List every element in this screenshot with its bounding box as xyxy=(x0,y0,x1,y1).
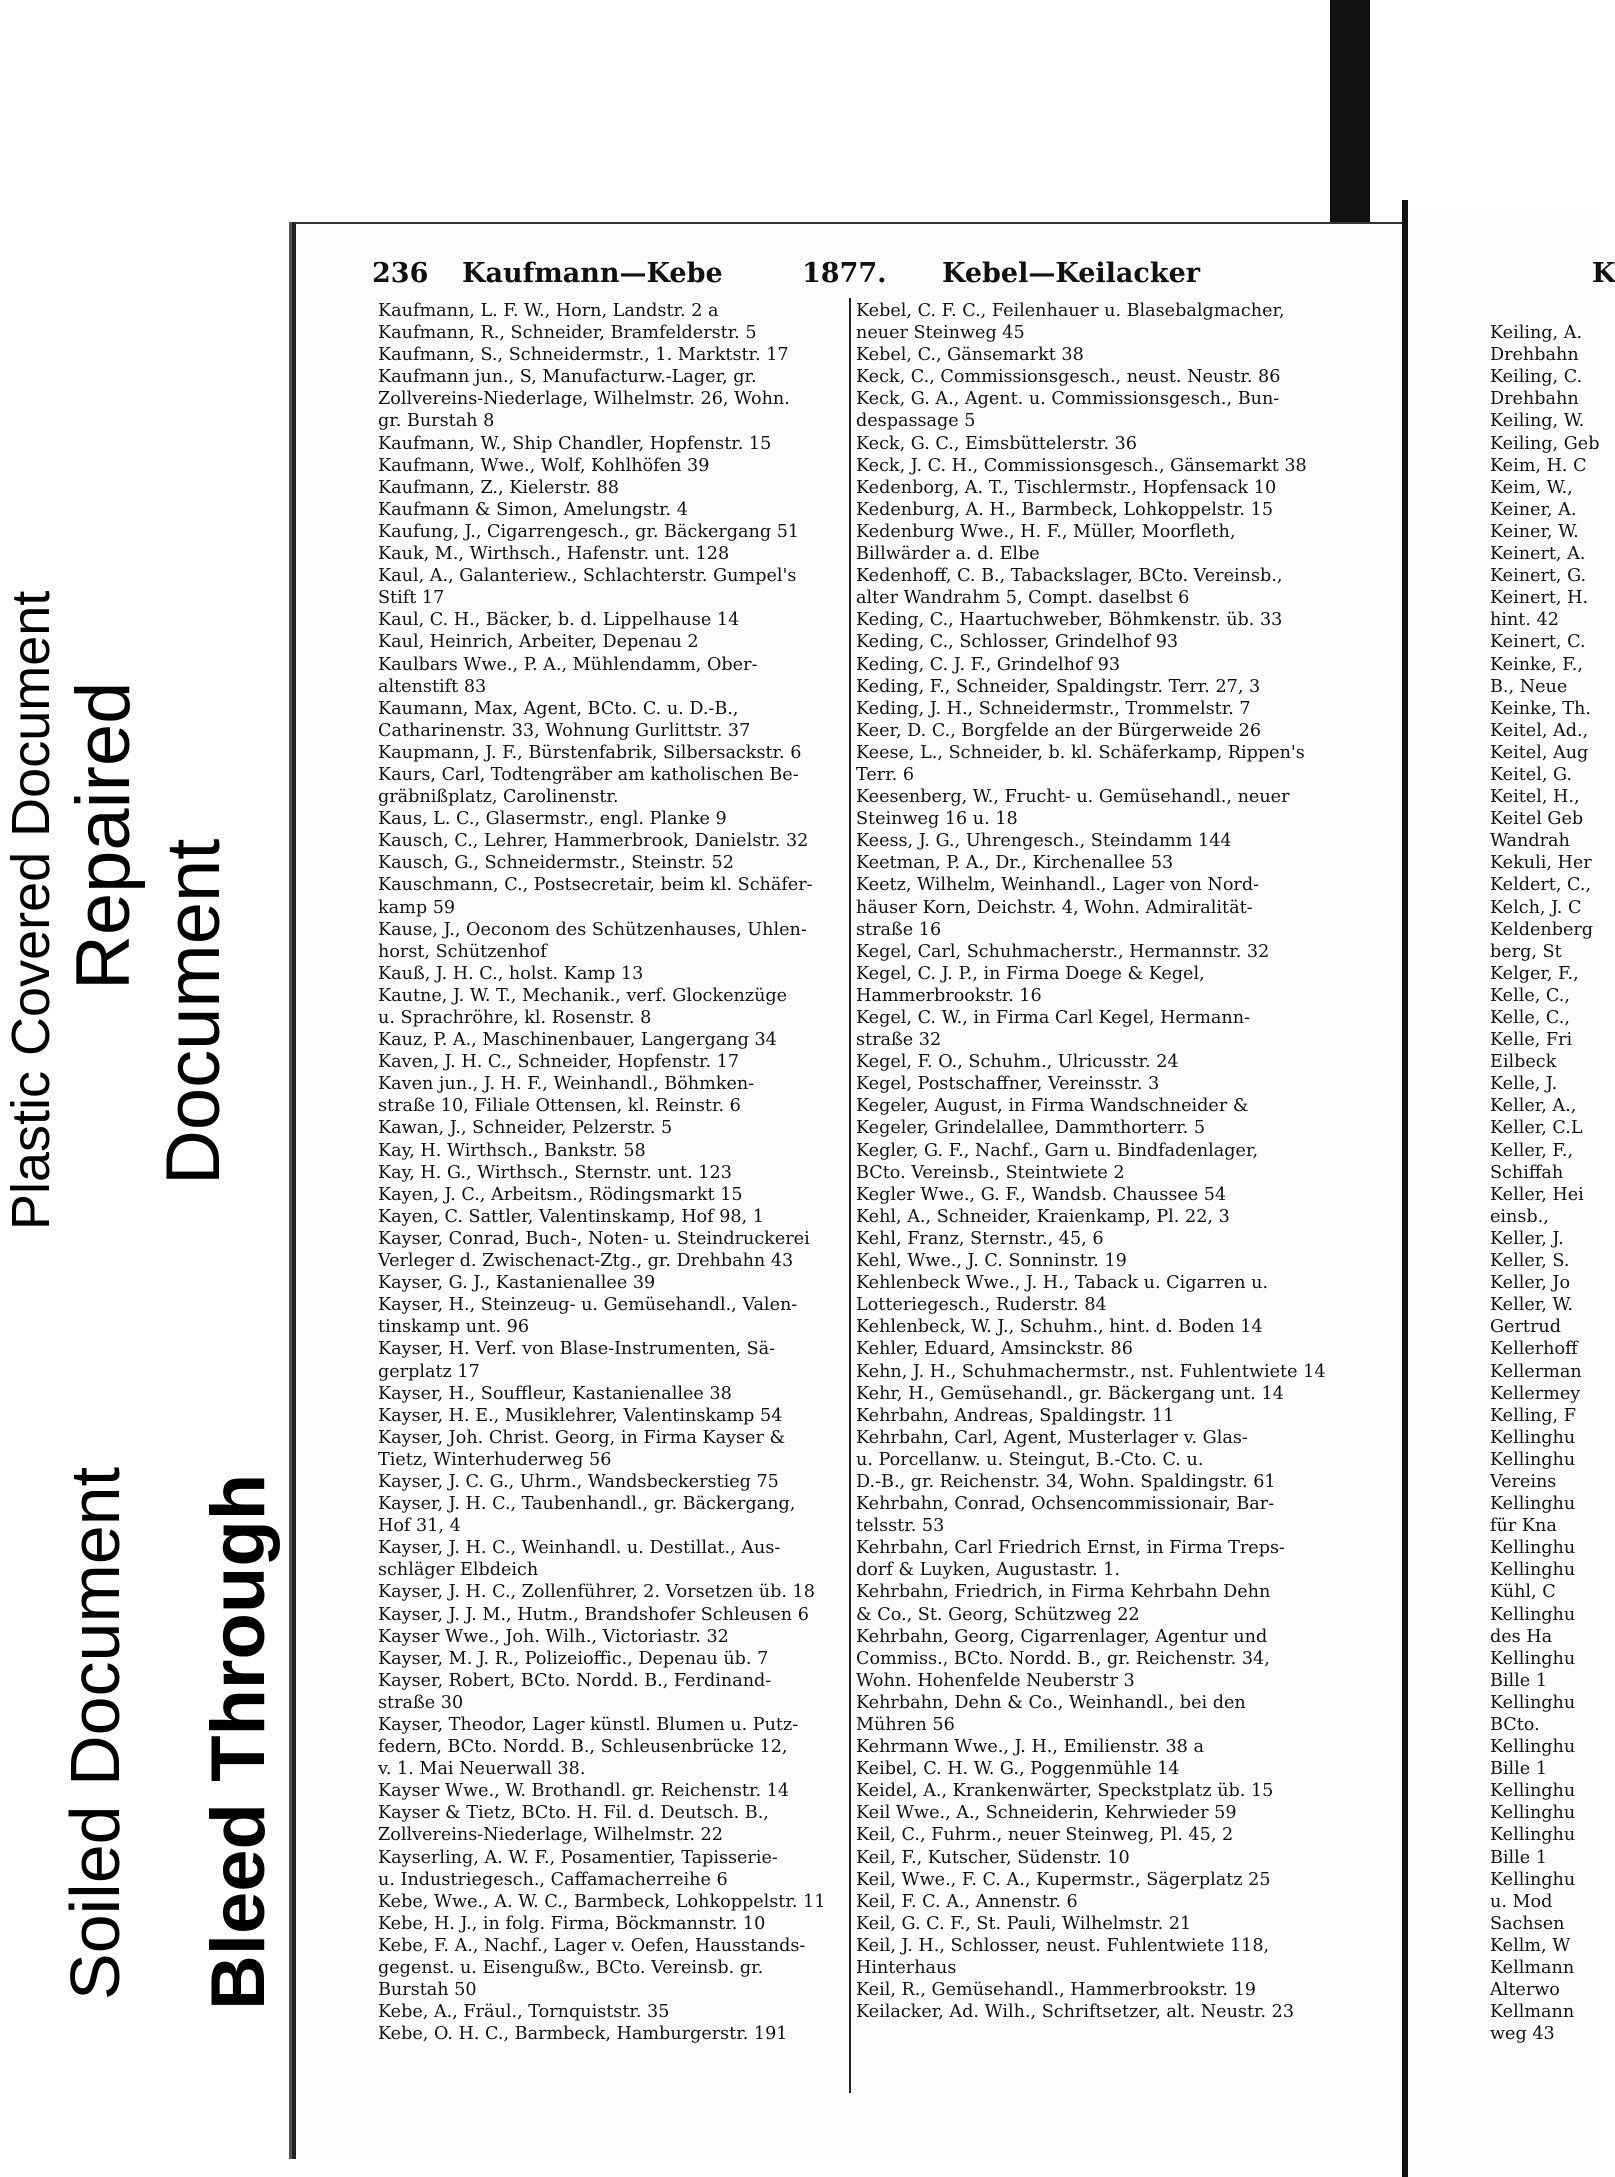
next-page-column xyxy=(1490,300,1600,2045)
directory-entry-line: Kayser, J. C. G., Uhrm., Wandsbeckerstieg 75 xyxy=(378,1471,779,1492)
next-page-entry-line: Kellinghu xyxy=(1490,1449,1576,1470)
next-page-entry-line: Kellerhoff xyxy=(1490,1339,1578,1360)
directory-entry-line: horst, Schützenhof xyxy=(378,941,547,962)
next-page-entry-line: hint. 42 xyxy=(1490,610,1559,631)
directory-entry-line: Keidel, A., Krankenwärter, Speckstplatz üb. 15 xyxy=(856,1781,1274,1802)
directory-entry-line: Wohn. Hohenfelde Neuberstr 3 xyxy=(856,1670,1135,1691)
next-page-entry-line: Kelle, Fri xyxy=(1490,1030,1573,1051)
directory-entry-line: Kaufmann jun., S, Manufacturw.-Lager, gr. xyxy=(378,367,757,388)
directory-entry-line: Kay, H. Wirthsch., Bankstr. 58 xyxy=(378,1140,646,1161)
directory-entry-line: Commiss., BCto. Nordd. B., gr. Reichenstr. 34, xyxy=(856,1648,1270,1669)
directory-entry-line: Keck, G. A., Agent. u. Commissionsgesch., Bun- xyxy=(856,389,1280,410)
next-page-entry-line: B., Neue xyxy=(1490,676,1568,697)
label-bleed-through: Bleed Through xyxy=(196,1473,281,2010)
directory-entry-line: straße 10, Filiale Ottensen, kl. Reinstr. 6 xyxy=(378,1096,741,1117)
next-page-entry-line: Kellm, W xyxy=(1490,1935,1571,1956)
directory-entry-line: Kegel, Postschaffner, Vereinsstr. 3 xyxy=(856,1074,1160,1095)
directory-entry-line: Kegeler, August, in Firma Wandschneider & xyxy=(856,1096,1249,1117)
directory-entry-line: Kehrbahn, Georg, Cigarrenlager, Agentur und xyxy=(856,1626,1268,1647)
directory-entry-line: Burstah 50 xyxy=(378,1980,477,2001)
directory-entry-line: Keil Wwe., A., Schneiderin, Kehrwieder 59 xyxy=(856,1803,1237,1824)
directory-entry-line: Keding, C., Schlosser, Grindelhof 93 xyxy=(856,632,1179,653)
next-page-entry-line: Keinert, C. xyxy=(1490,632,1586,653)
directory-entry-line: Kaulbars Wwe., P. A., Mühlendamm, Ober- xyxy=(378,654,758,675)
directory-entry-line: dorf & Luyken, Augustastr. 1. xyxy=(856,1560,1120,1581)
next-page-entry-line: Keitel, H., xyxy=(1490,787,1580,808)
next-page-entry-line: Keller, W. xyxy=(1490,1295,1574,1316)
directory-entry-line: Keding, C. J. F., Grindelhof 93 xyxy=(856,654,1121,675)
directory-entry-line: u. Industriegesch., Caffamacherreihe 6 xyxy=(378,1869,728,1890)
directory-entry-line: Kebe, H. J., in folg. Firma, Böckmannstr. 10 xyxy=(378,1913,766,1934)
directory-entry-line: Kaufmann, Z., Kielerstr. 88 xyxy=(378,477,619,498)
next-page-entry-line: Wandrah xyxy=(1490,831,1570,852)
directory-entry-line: kamp 59 xyxy=(378,897,456,918)
directory-entry-line: Kegel, F. O., Schuhm., Ulricusstr. 24 xyxy=(856,1052,1179,1073)
directory-entry-line: Kebel, C. F. C., Feilenhauer u. Blasebalgmacher, xyxy=(856,301,1285,321)
directory-entry-line: Kayser Wwe., Joh. Wilh., Victoriastr. 32 xyxy=(378,1626,729,1647)
directory-entry-line: D.-B., gr. Reichenstr. 34, Wohn. Spaldingstr. 61 xyxy=(856,1471,1276,1492)
next-page-entry-line: Keim, H. C xyxy=(1490,455,1587,476)
next-page-entry-line: Keller, A., xyxy=(1490,1096,1577,1117)
next-page-entry-line: Kühl, C xyxy=(1490,1582,1556,1603)
next-page-entry-line: BCto. xyxy=(1490,1715,1540,1735)
directory-entry-line: Kehn, J. H., Schuhmachermstr., nst. Fuhlentwiete 14 xyxy=(856,1361,1326,1382)
directory-entry-line: Keess, J. G., Uhrengesch., Steindamm 144 xyxy=(856,831,1232,852)
directory-entry-line: Kaul, Heinrich, Arbeiter, Depenau 2 xyxy=(378,632,699,653)
directory-entry-line: Kayserling, A. W. F., Posamentier, Tapisserie- xyxy=(378,1847,778,1868)
directory-entry-line: Kehrbahn, Conrad, Ochsencommissionair, Bar- xyxy=(856,1494,1275,1515)
directory-entry-line: gerplatz 17 xyxy=(378,1361,480,1382)
directory-entry-line: Kaul, C. H., Bäcker, b. d. Lippelhause 14 xyxy=(378,610,740,631)
directory-entry-line: Kegler, G. F., Nachf., Garn u. Bindfadenlager, xyxy=(856,1140,1259,1161)
header-right-range: Kebel—Keilacker xyxy=(942,258,1200,289)
directory-entry-line: Kayser, H. Verf. von Blase-Instrumenten, Sä- xyxy=(378,1339,776,1360)
next-page-entry-line: Kellmann xyxy=(1490,2002,1575,2023)
directory-entry-line: Steinweg 16 u. 18 xyxy=(856,809,1018,830)
directory-entry-line: straße 32 xyxy=(856,1030,942,1051)
page-number: 236 xyxy=(372,258,429,289)
next-page-entry-line: Kelle, C., xyxy=(1490,985,1570,1006)
directory-entry-line: Keding, F., Schneider, Spaldingstr. Terr. 27, 3 xyxy=(856,676,1261,697)
next-page-entry-line: Keinke, Th. xyxy=(1490,698,1591,719)
next-page-entry-line: Kellinghu xyxy=(1490,1692,1576,1713)
next-page-entry-line: Keinert, A. xyxy=(1490,544,1586,565)
next-page-entry-line: Kellmann xyxy=(1490,1958,1575,1979)
directory-entry-line: Kegel, Carl, Schuhmacherstr., Hermannstr. 32 xyxy=(856,941,1270,962)
directory-entry-line: Kebel, C., Gänsemarkt 38 xyxy=(856,345,1084,366)
top-binding-stripe xyxy=(1330,0,1370,222)
directory-entry-line: Kehler, Eduard, Amsinckstr. 86 xyxy=(856,1339,1133,1360)
directory-entry-line: Kayser Wwe., W. Brothandl. gr. Reichenstr. 14 xyxy=(378,1781,790,1802)
directory-entry-line: Kehl, Franz, Sternstr., 45, 6 xyxy=(856,1228,1104,1249)
next-page-entry-line: Kellermey xyxy=(1490,1383,1581,1404)
directory-entry-line: Kaus, L. C., Glasermstr., engl. Planke 9 xyxy=(378,809,727,830)
directory-entry-line: häuser Korn, Deichstr. 4, Wohn. Admiralität- xyxy=(856,897,1253,918)
directory-entry-line: Kaul, A., Galanteriew., Schlachterstr. Gumpel's xyxy=(378,566,797,587)
next-page-entry-line: Kellinghu xyxy=(1490,1604,1576,1625)
directory-entry-line: Keibel, C. H. W. G., Poggenmühle 14 xyxy=(856,1759,1180,1780)
directory-entry-line: Kawan, J., Schneider, Pelzerstr. 5 xyxy=(378,1118,673,1139)
next-page-entry-line: u. Mod xyxy=(1490,1891,1553,1912)
directory-entry-line: Kehrbahn, Carl, Agent, Musterlager v. Glas- xyxy=(856,1427,1248,1448)
directory-entry-line: Kauz, P. A., Maschinenbauer, Langergang 34 xyxy=(378,1030,777,1051)
directory-entry-line: Kaufmann & Simon, Amelungstr. 4 xyxy=(378,499,688,520)
directory-entry-line: Hof 31, 4 xyxy=(378,1516,461,1537)
directory-entry-line: Kayser, H., Souffleur, Kastanienallee 38 xyxy=(378,1383,732,1404)
directory-entry-line: Kausch, G., Schneidermstr., Steinstr. 52 xyxy=(378,853,734,874)
next-page-entry-line: Keller, S. xyxy=(1490,1251,1570,1272)
directory-entry-line: Kausch, C., Lehrer, Hammerbrook, Danielstr. 32 xyxy=(378,831,809,852)
next-page-entry-line: Kelle, C., xyxy=(1490,1008,1570,1028)
next-page-entry-line: Keiling, A. xyxy=(1490,323,1583,344)
next-page-entry-line: Keinke, F., xyxy=(1490,654,1583,675)
label-plastic-covered: Plastic Covered Document xyxy=(1,590,61,1230)
directory-entry-line: Kehl, Wwe., J. C. Sonninstr. 19 xyxy=(856,1251,1127,1272)
directory-entry-line: Kayser, Joh. Christ. Georg, in Firma Kayser & xyxy=(378,1427,786,1448)
directory-entry-line: Kebe, Wwe., A. W. C., Barmbeck, Lohkoppelstr. 11 xyxy=(378,1891,826,1912)
next-page-entry-line: weg 43 xyxy=(1490,2024,1555,2045)
directory-entry-line: Kegeler, Grindelallee, Dammthorterr. 5 xyxy=(856,1118,1206,1139)
directory-entry-line: Keding, J. H., Schneidermstr., Trommelstr. 7 xyxy=(856,698,1251,719)
directory-entry-line: & Co., St. Georg, Schützweg 22 xyxy=(856,1604,1140,1625)
directory-entry-line: Kaufmann, L. F. W., Horn, Landstr. 2 a xyxy=(378,301,719,321)
next-page-entry-line: Kellinghu xyxy=(1490,1869,1576,1890)
next-page-entry-line: Kellinghu xyxy=(1490,1427,1576,1448)
directory-entry-line: Keck, C., Commissionsgesch., neust. Neustr. 86 xyxy=(856,367,1281,388)
directory-entry-line: v. 1. Mai Neuerwall 38. xyxy=(378,1759,586,1780)
next-page-entry-line: Keller, F., xyxy=(1490,1140,1574,1161)
next-page-entry-line: Kellinghu xyxy=(1490,1648,1576,1669)
directory-entry-line: Verleger d. Zwischenact-Ztg., gr. Drehbahn 43 xyxy=(378,1251,794,1272)
next-page-entry-line: Bille 1 xyxy=(1490,1759,1548,1780)
directory-entry-line: Terr. 6 xyxy=(856,764,915,785)
directory-entry-line: Kauschmann, C., Postsecretair, beim kl. Schäfer- xyxy=(378,875,813,896)
directory-entry-line: gegenst. u. Eisengußw., BCto. Vereinsb. gr. xyxy=(378,1958,764,1979)
directory-entry-line: Kehr, H., Gemüsehandl., gr. Bäckergang unt. 14 xyxy=(856,1383,1284,1404)
directory-entry-line: straße 16 xyxy=(856,919,942,940)
directory-entry-line: Kegler Wwe., G. F., Wandsb. Chaussee 54 xyxy=(856,1184,1227,1205)
next-page-entry-line: Kellinghu xyxy=(1490,1538,1576,1559)
next-page-entry-line: Kellerman xyxy=(1490,1361,1582,1382)
directory-entry-line: Keilacker, Ad. Wilh., Schriftsetzer, alt. Neustr. 23 xyxy=(856,2002,1295,2023)
directory-entry-line: Kehrbahn, Friedrich, in Firma Kehrbahn Dehn xyxy=(856,1582,1271,1603)
next-page-entry-line: einsb., xyxy=(1490,1206,1549,1227)
next-page-entry-line: Kelch, J. C xyxy=(1490,897,1582,918)
directory-entry-line: Kaven jun., J. H. F., Weinhandl., Böhmken- xyxy=(378,1074,755,1095)
directory-entry-line: gräbnißplatz, Carolinenstr. xyxy=(378,787,619,808)
directory-entry-line: Kehrmann Wwe., J. H., Emilienstr. 38 a xyxy=(856,1737,1204,1758)
directory-entry-line: federn, BCto. Nordd. B., Schleusenbrücke 12, xyxy=(378,1737,788,1758)
next-page-entry-line: Keitel Geb xyxy=(1490,809,1584,830)
right-column xyxy=(856,300,1404,2023)
directory-entry-line: u. Porcellanw. u. Steingut, B.-Cto. C. u. xyxy=(856,1449,1204,1470)
directory-entry-line: Keil, G. C. F., St. Pauli, Wilhelmstr. 21 xyxy=(856,1913,1192,1934)
next-page-entry-line: Keldenberg xyxy=(1490,919,1594,940)
directory-entry-line: Kayser, Theodor, Lager künstl. Blumen u. Putz- xyxy=(378,1715,799,1735)
directory-entry-line: Mühren 56 xyxy=(856,1715,955,1735)
next-page-entry-line: Kelle, J. xyxy=(1490,1074,1558,1095)
directory-entry-line: Kayser, J. H. C., Taubenhandl., gr. Bäckergang, xyxy=(378,1494,796,1515)
directory-entry-line: Kedenburg Wwe., H. F., Müller, Moorfleth, xyxy=(856,521,1236,542)
directory-entry-line: Lotteriegesch., Ruderstr. 84 xyxy=(856,1295,1107,1316)
directory-entry-line: Kehlenbeck Wwe., J. H., Taback u. Cigarren u. xyxy=(856,1273,1269,1294)
directory-entry-line: Kaufmann, S., Schneidermstr., 1. Marktstr. 17 xyxy=(378,345,789,366)
directory-entry-line: Keil, F. C. A., Annenstr. 6 xyxy=(856,1891,1078,1912)
directory-entry-line: Kedenburg, A. H., Barmbeck, Lohkoppelstr. 15 xyxy=(856,499,1274,520)
directory-entry-line: Keding, C., Haartuchweber, Böhmkenstr. üb. 33 xyxy=(856,610,1283,631)
next-page-entry-line: Bille 1 xyxy=(1490,1670,1548,1691)
directory-entry-line: straße 30 xyxy=(378,1692,464,1713)
directory-entry-line: despassage 5 xyxy=(856,411,976,432)
next-page-entry-line: Keldert, C., xyxy=(1490,875,1592,896)
header-year: 1877. xyxy=(802,258,887,289)
next-page-entry-line: Gertrud xyxy=(1490,1317,1561,1338)
next-page-entry-line: Drehbahn xyxy=(1490,389,1579,410)
directory-entry-line: Catharinenstr. 33, Wohnung Gurlittstr. 37 xyxy=(378,720,751,741)
directory-entry-line: Kaurs, Carl, Todtengräber am katholischen Be- xyxy=(378,764,799,785)
next-page-entry-line: Kellinghu xyxy=(1490,1803,1576,1824)
directory-entry-line: Kayser, J. H. C., Weinhandl. u. Destillat., Aus- xyxy=(378,1538,781,1559)
directory-entry-line: Kayser & Tietz, BCto. H. Fil. d. Deutsch. B., xyxy=(378,1803,769,1824)
page-header xyxy=(372,258,1402,298)
directory-entry-line: u. Sprachröhre, kl. Rosenstr. 8 xyxy=(378,1008,652,1028)
directory-entry-line: Kayser, M. J. R., Polizeioffic., Depenau üb. 7 xyxy=(378,1648,769,1669)
directory-entry-line: Keil, R., Gemüsehandl., Hammerbrookstr. 19 xyxy=(856,1980,1256,2001)
label-repaired: Repaired xyxy=(61,681,146,990)
directory-entry-line: Kedenhoff, C. B., Tabackslager, BCto. Vereinsb., xyxy=(856,566,1283,587)
directory-entry-line: Zollvereins-Niederlage, Wilhelmstr. 26, Wohn. xyxy=(378,389,790,410)
next-page-entry-line: Kelling, F xyxy=(1490,1405,1576,1426)
next-page-entry-line: Keitel, Aug xyxy=(1490,742,1589,763)
next-page-entry-line: Keiling, C. xyxy=(1490,367,1583,388)
next-page-entry-line: berg, St xyxy=(1490,941,1562,962)
directory-entry-line: Kebe, A., Fräul., Tornquiststr. 35 xyxy=(378,2002,670,2023)
left-column xyxy=(378,300,846,2045)
next-page-entry-line: Schiffah xyxy=(1490,1162,1564,1183)
directory-entry-line: Kaven, J. H. C., Schneider, Hopfenstr. 17 xyxy=(378,1052,740,1073)
next-page-entry-line: Keiner, A. xyxy=(1490,499,1577,520)
next-page-entry-line: Keller, C.L xyxy=(1490,1118,1583,1139)
directory-entry-line: Kayser, J. H. C., Zollenführer, 2. Vorsetzen üb. 18 xyxy=(378,1582,815,1603)
directory-entry-line: BCto. Vereinsb., Steintwiete 2 xyxy=(856,1162,1125,1183)
next-page-entry-line: Keiling, Geb xyxy=(1490,433,1600,454)
next-page-entry-line: Eilbeck xyxy=(1490,1052,1557,1073)
label-soiled-document: Soiled Document xyxy=(56,1466,134,2000)
directory-entry-line: Kaufmann, R., Schneider, Bramfelderstr. 5 xyxy=(378,323,757,344)
next-page-header: K xyxy=(1592,258,1615,289)
directory-entry-line: Zollvereins-Niederlage, Wilhelmstr. 22 xyxy=(378,1825,723,1846)
directory-entry-line: Keer, D. C., Borgfelde an der Bürgerweide 26 xyxy=(856,720,1262,741)
directory-entry-line: Kayser, J. J. M., Hutm., Brandshofer Schleusen 6 xyxy=(378,1604,809,1625)
next-page-entry-line: Keiling, W. xyxy=(1490,411,1585,432)
directory-entry-line: Kayser, G. J., Kastanienallee 39 xyxy=(378,1273,656,1294)
directory-entry-line: tinskamp unt. 96 xyxy=(378,1317,530,1338)
directory-entry-line: schläger Elbdeich xyxy=(378,1560,539,1581)
directory-entry-line: Kauk, M., Wirthsch., Hafenstr. unt. 128 xyxy=(378,544,730,565)
directory-entry-line: Keese, L., Schneider, b. kl. Schäferkamp, Rippen's xyxy=(856,742,1305,763)
directory-entry-line: Kayen, J. C., Arbeitsm., Rödingsmarkt 15 xyxy=(378,1184,743,1205)
directory-entry-line: Keck, G. C., Eimsbüttelerstr. 36 xyxy=(856,433,1137,454)
next-page-entry-line xyxy=(1490,300,1600,322)
directory-entry-line: Keil, C., Fuhrm., neuer Steinweg, Pl. 45, 2 xyxy=(856,1825,1234,1846)
directory-entry-line: Billwärder a. d. Elbe xyxy=(856,544,1040,565)
directory-entry-line: Hammerbrookstr. 16 xyxy=(856,985,1042,1006)
next-page-entry-line: Kekuli, Her xyxy=(1490,853,1592,874)
directory-entry-line: Kebe, O. H. C., Barmbeck, Hamburgerstr. 191 xyxy=(378,2024,788,2045)
directory-entry-line: Keil, J. H., Schlosser, neust. Fuhlentwiete 118, xyxy=(856,1935,1270,1956)
next-page-entry-line: Kellinghu xyxy=(1490,1560,1576,1581)
directory-entry-line: Kegel, C. J. P., in Firma Doege & Kegel, xyxy=(856,963,1205,984)
directory-entry-line: Kay, H. G., Wirthsch., Sternstr. unt. 123 xyxy=(378,1162,732,1183)
directory-entry-line: Keck, J. C. H., Commissionsgesch., Gänsemarkt 38 xyxy=(856,455,1307,476)
next-page-entry-line: Keller, Jo xyxy=(1490,1273,1571,1294)
directory-entry-line: neuer Steinweg 45 xyxy=(856,323,1025,344)
next-page-entry-line: Drehbahn xyxy=(1490,345,1579,366)
directory-entry-line: Kedenborg, A. T., Tischlermstr., Hopfensack 10 xyxy=(856,477,1277,498)
directory-entry-line: Kaupmann, J. F., Bürstenfabrik, Silbersackstr. 6 xyxy=(378,742,802,763)
directory-entry-line: Kehlenbeck, W. J., Schuhm., hint. d. Boden 14 xyxy=(856,1317,1263,1338)
directory-entry-line: altenstift 83 xyxy=(378,676,487,697)
directory-entry-line: Kaufmann, W., Ship Chandler, Hopfenstr. 15 xyxy=(378,433,772,454)
directory-entry-line: Kayser, Conrad, Buch-, Noten- u. Steindruckerei xyxy=(378,1228,810,1249)
next-page-entry-line: Keitel, Ad., xyxy=(1490,720,1589,741)
next-page-entry-line: Kellinghu xyxy=(1490,1825,1576,1846)
directory-entry-line: Keetz, Wilhelm, Weinhandl., Lager von Nord- xyxy=(856,875,1260,896)
header-left-range: Kaufmann—Kebe xyxy=(462,258,723,289)
next-page-entry-line: Kellinghu xyxy=(1490,1781,1576,1802)
directory-entry-line: Keetman, P. A., Dr., Kirchenallee 53 xyxy=(856,853,1174,874)
column-divider xyxy=(849,298,851,2093)
directory-entry-line: Kehrbahn, Andreas, Spaldingstr. 11 xyxy=(856,1405,1175,1426)
directory-entry-line: Kause, J., Oeconom des Schützenhauses, Uhlen- xyxy=(378,919,807,940)
next-page-entry-line: für Kna xyxy=(1490,1516,1557,1537)
directory-entry-line: Kehrbahn, Carl Friedrich Ernst, in Firma Treps- xyxy=(856,1538,1285,1559)
directory-entry-line: Kayser, H., Steinzeug- u. Gemüsehandl., Valen- xyxy=(378,1295,798,1316)
directory-entry-line: Kaufung, J., Cigarrengesch., gr. Bäckergang 51 xyxy=(378,521,800,542)
directory-entry-line: Kehrbahn, Dehn & Co., Weinhandl., bei den xyxy=(856,1692,1246,1713)
next-page-entry-line: Keller, Hei xyxy=(1490,1184,1584,1205)
directory-entry-line: Tietz, Winterhuderweg 56 xyxy=(378,1449,612,1470)
next-page-entry-line: Kellinghu xyxy=(1490,1737,1576,1758)
directory-entry-line: Hinterhaus xyxy=(856,1958,957,1979)
next-page-entry-line: Keller, J. xyxy=(1490,1228,1564,1249)
directory-entry-line: Keil, Wwe., F. C. A., Kupermstr., Sägerplatz 25 xyxy=(856,1869,1271,1890)
directory-entry-line: Kaufmann, Wwe., Wolf, Kohlhöfen 39 xyxy=(378,455,710,476)
next-page-entry-line: Keim, W., xyxy=(1490,477,1573,498)
next-page-entry-line: Kelger, F., xyxy=(1490,963,1579,984)
next-page-entry-line: Alterwo xyxy=(1490,1980,1560,2001)
directory-entry-line: Kauß, J. H. C., holst. Kamp 13 xyxy=(378,963,644,984)
directory-entry-line: Kautne, J. W. T., Mechanik., verf. Glockenzüge xyxy=(378,985,788,1006)
next-page-entry-line: Bille 1 xyxy=(1490,1847,1548,1868)
next-page-entry-line: Kellinghu xyxy=(1490,1494,1576,1515)
directory-entry-line: alter Wandrahm 5, Compt. daselbst 6 xyxy=(856,588,1190,609)
directory-entry-line: Kaumann, Max, Agent, BCto. C. u. D.-B., xyxy=(378,698,739,719)
directory-entry-line: Kehl, A., Schneider, Kraienkamp, Pl. 22, 3 xyxy=(856,1206,1230,1227)
next-page-entry-line: Keitel, G. xyxy=(1490,764,1573,785)
next-page-entry-line: des Ha xyxy=(1490,1626,1553,1647)
label-document: Document xyxy=(151,838,236,1185)
directory-entry-line: Stift 17 xyxy=(378,588,445,609)
next-page-entry-line: Vereins xyxy=(1490,1471,1557,1492)
directory-entry-line: Kayser, H. E., Musiklehrer, Valentinskamp 54 xyxy=(378,1405,783,1426)
directory-entry-line: telsstr. 53 xyxy=(856,1516,945,1537)
directory-entry-line: Keil, F., Kutscher, Südenstr. 10 xyxy=(856,1847,1130,1868)
next-page-entry-line: Keiner, W. xyxy=(1490,521,1579,542)
directory-entry-line: Keesenberg, W., Frucht- u. Gemüsehandl., neuer xyxy=(856,787,1290,808)
directory-entry-line: Kayen, C. Sattler, Valentinskamp, Hof 98, 1 xyxy=(378,1206,764,1227)
next-page-entry-line: Keinert, G. xyxy=(1490,566,1587,587)
directory-entry-line: Kegel, C. W., in Firma Carl Kegel, Hermann- xyxy=(856,1008,1251,1028)
directory-entry-line: gr. Burstah 8 xyxy=(378,411,495,432)
directory-entry-line: Kebe, F. A., Nachf., Lager v. Oefen, Hausstands- xyxy=(378,1935,806,1956)
next-page-entry-line: Sachsen xyxy=(1490,1913,1565,1934)
next-page-entry-line: Keinert, H. xyxy=(1490,588,1589,609)
directory-entry-line: Kayser, Robert, BCto. Nordd. B., Ferdinand- xyxy=(378,1670,772,1691)
